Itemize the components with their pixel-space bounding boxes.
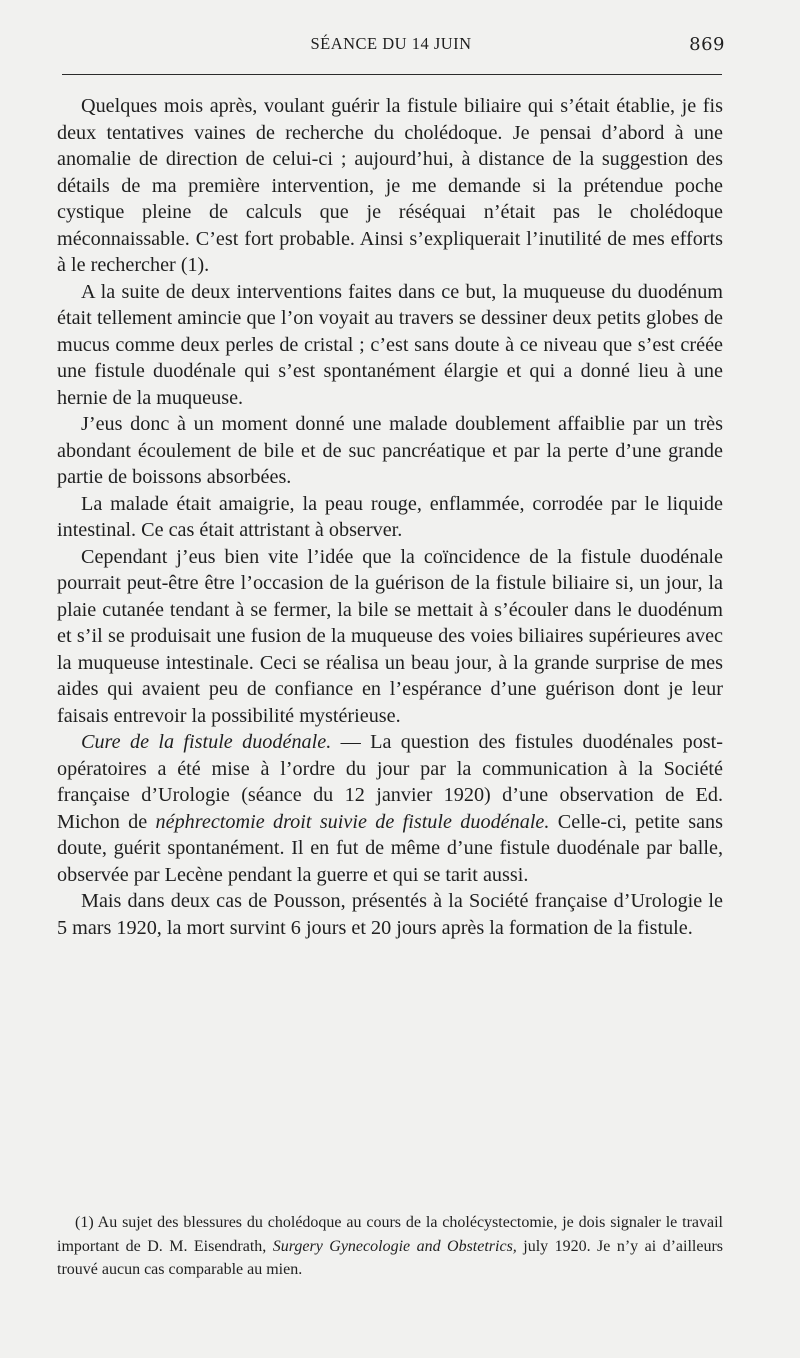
page-header — [57, 34, 725, 58]
main-text — [57, 93, 723, 941]
paragraph-text: — La question des fistules duodénales post-opératoires a été mise à l’ordre du jour par la communication à la Société française d’Urologie (séance du 12 janvier 1920) d’une observation de Ed. Michon de — [57, 731, 723, 833]
paragraph: Cependant j’eus bien vite l’idée que la coïncidence de la fistule duodénale pourrait peut-être être l’occasion de la guérison de la fistule biliaire si, un jour, la plaie cutanée tendant à se fermer, la bile se mettait à s’écouler dans le duodénum et s’il se produisait une fusion de la muqueuse des voies biliaires supérieures avec la muqueuse intestinale. Ceci se réalisa un beau jour, à la grande surprise de mes aides qui avaient peu de confiance en l’espérance d’une guérison dont je leur faisais entrevoir la possibilité mystérieuse. — [57, 545, 723, 727]
journal-title: Surgery Gynecologie and Obstetrics, — [272, 1237, 517, 1255]
paragraph-text: Quelques mois après, voulant guérir la fistule biliaire qui s’était établie, je fis deux tentatives vaines de recherche du cholédoque. Je pensai d’abord à une anomalie de direction de celui-ci ; aujourd’hui, à distance de la suggestion des détails de ma première intervention, je me demande si la prétendue poche cystique pleine de calculs que je réséquai n’était pas le cholédoque méconnaissable. C’est fort probable. Ainsi s’expliquerait l’inutilité de mes efforts à le rechercher — [57, 95, 723, 276]
paragraph — [57, 93, 723, 279]
paragraph-text: . — [204, 254, 210, 276]
footnote-text — [57, 1211, 723, 1282]
italic-title: néphrectomie droit suivie de fistule duodénale. — [155, 810, 550, 833]
paragraph: La malade était amaigrie, la peau rouge, enflammée, corrodée par le liquide intestinal. Ce cas était attristant à observer. — [57, 492, 723, 541]
paragraph — [57, 729, 723, 888]
paragraph: A la suite de deux interventions faites dans ce but, la muqueuse du duodénum était tellement amincie que l’on voyait au travers se dessiner deux petits globes de mucus comme deux perles de cristal ; c’est sans doute à ce niveau que s’est créée une fistule duodénale qui s’est spontanément élargie et qui a donné lieu à une hernie de la muqueuse. — [57, 280, 723, 409]
paragraph-text: Celle-ci, petite sans doute, guérit spontanément. Il en fut de même d’une fistule duodénale par balle, observée par Lecène pendant la guerre et qui se tarit aussi. — [57, 810, 723, 886]
paragraph: Mais dans deux cas de Pousson, présentés à la Société française d’Urologie le 5 mars 1920, la mort survint 6 jours et 20 jours après la formation de la fistule. — [57, 890, 723, 939]
footnote-reference: (1) — [180, 254, 205, 276]
page-number: 869 — [689, 34, 725, 55]
paragraph: J’eus donc à un moment donné une malade doublement affaiblie par un très abondant écoulement de bile et de suc pancréatique et par la perte d’une grande partie de boissons absorbées. — [57, 413, 723, 488]
footnote-part: (1) Au sujet des blessures du cholédoque au cours de la cholécystectomie, je dois signaler le travail important de D. M. Eisendrath, — [57, 1214, 723, 1255]
footnote-part: july 1920. Je n’y ai d’ailleurs trouvé aucun cas comparable au mien. — [57, 1237, 724, 1278]
footnote — [57, 1211, 723, 1282]
section-heading: Cure de la fistule duodénale. — [81, 731, 332, 753]
header-rule — [62, 74, 722, 75]
running-title: SÉANCE DU 14 JUIN — [310, 34, 472, 53]
